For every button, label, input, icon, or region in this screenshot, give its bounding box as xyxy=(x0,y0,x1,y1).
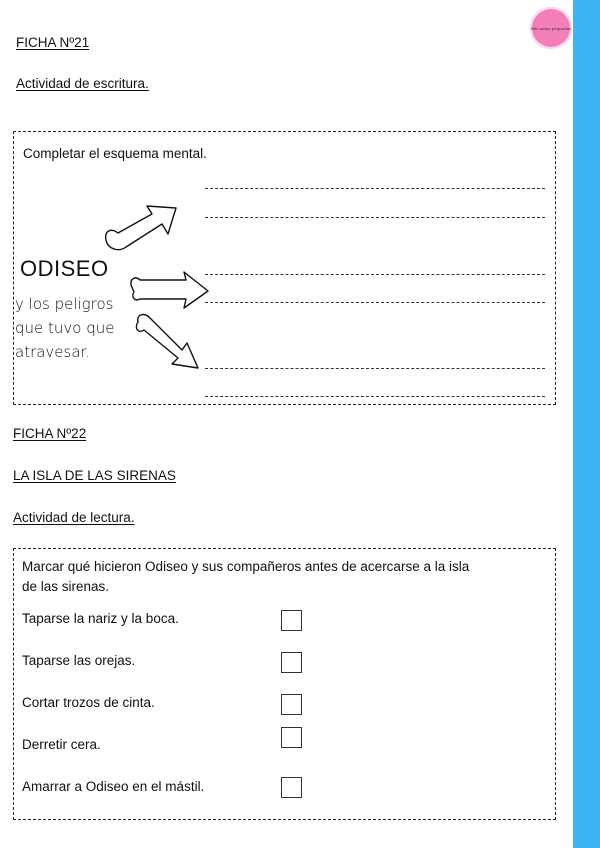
option-checkbox[interactable] xyxy=(281,777,302,798)
mind-map-text-line-1: y los peligros xyxy=(15,295,114,313)
arrow-down-right-icon xyxy=(136,315,198,368)
option-label: Cortar trozos de cinta. xyxy=(22,695,155,710)
mind-map-text-line-2: que tuvo que xyxy=(15,319,115,337)
option-label: Taparse la nariz y la boca. xyxy=(22,611,179,626)
ficha22-instruction-line-1: Marcar qué hicieron Odiseo y sus compañeros antes de acercarse a la isla xyxy=(22,559,470,574)
option-checkbox[interactable] xyxy=(281,727,302,748)
option-label: Derretir cera. xyxy=(22,737,101,752)
option-label: Amarrar a Odiseo en el mástil. xyxy=(22,779,205,794)
logo-text: Mis notas pequeñas xyxy=(530,25,572,31)
mind-map-text-line-3: atravesar. xyxy=(15,343,91,361)
ficha22-subtitle: LA ISLA DE LAS SIRENAS xyxy=(13,468,176,483)
option-label: Taparse las orejas. xyxy=(22,653,136,668)
option-checkbox[interactable] xyxy=(281,652,302,673)
option-checkbox[interactable] xyxy=(281,694,302,715)
arrow-right-icon xyxy=(131,272,208,308)
arrow-up-right-icon xyxy=(106,206,176,250)
option-checkbox[interactable] xyxy=(281,610,302,631)
ficha21-instruction: Completar el esquema mental. xyxy=(23,146,207,161)
ficha22-instruction-line-2: de las sirenas. xyxy=(22,579,110,594)
ficha21-activity: Actividad de escritura. xyxy=(16,76,149,91)
ficha22-activity: Actividad de lectura. xyxy=(13,510,135,525)
ficha22-title: FICHA Nº22 xyxy=(13,426,87,441)
ficha21-title: FICHA Nº21 xyxy=(16,35,90,50)
mind-map-center-title: ODISEO xyxy=(20,256,109,281)
